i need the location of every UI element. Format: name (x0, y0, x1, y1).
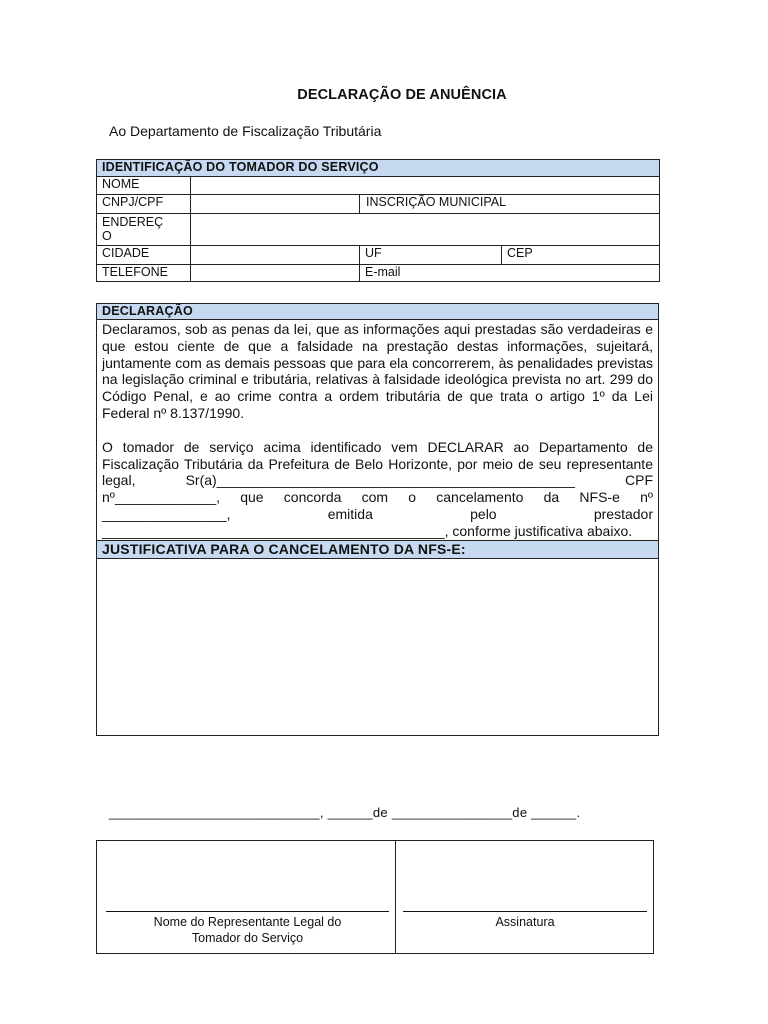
representative-label-line2: Tomador do Serviço (191, 931, 304, 945)
signature-box (96, 840, 654, 954)
declaration-paragraph-1: Declaramos, sob as penas da lei, que as informações aqui prestadas são verdadeiras e que estou ciente de que a falsidade na prestação destas informações, sujeitará, juntamente com as demais pessoas que para ela concorrerem, às penalidades previstas na legislação criminal e tributária, relativas à falsidade ideológica prevista no art. 299 do Código Penal, e ao crime contra a ordem tributária de que trata o artigo 1º da Lei Federal nº 8.137/1990. (102, 321, 653, 421)
declaration-header: DECLARAÇÃO (97, 304, 658, 320)
inscricao-municipal-text: INSCRIÇÃO MUNICIPAL (366, 195, 507, 209)
signature-label: Assinatura (495, 915, 555, 929)
addressee: Ao Departamento de Fiscalização Tributária (109, 123, 382, 139)
field-cidade[interactable] (191, 246, 360, 265)
label-nome: NOME (97, 177, 191, 195)
label-cep (502, 246, 660, 265)
declaration-body (97, 320, 658, 540)
email-text: E-mail (365, 265, 401, 279)
date-line: ____________________________, ______de ________________de ______. (109, 805, 581, 820)
representative-label-line1: Nome do Representante Legal do (153, 915, 342, 929)
signature-line[interactable] (403, 911, 647, 912)
justification-header: JUSTIFICATIVA PARA O CANCELAMENTO DA NFS-E: (97, 540, 658, 559)
label-uf (360, 246, 502, 265)
label-endereco (97, 214, 191, 246)
signature-divider (395, 841, 396, 953)
field-cnpj-cpf[interactable] (191, 195, 360, 214)
declaration-box (96, 303, 659, 736)
declaration-paragraph-2: O tomador de serviço acima identificado vem DECLARAR ao Departamento de Fiscalização Tributária da Prefeitura de Belo Horizonte, por meio de seu representante legal, Sr(a)______________________________________________ CPF nº_____________, que concorda com o cancelamento da NFS-e nº ________________, emitida pelo prestador ____________________________________________, conforme justificativa abaixo. (102, 438, 653, 539)
document-title: DECLARAÇÃO DE ANUÊNCIA (297, 87, 507, 103)
label-endereco-line2: O (102, 229, 112, 243)
cep-text: CEP (507, 246, 533, 260)
label-cnpj-cpf: CNPJ/CPF (97, 195, 191, 214)
identification-table (96, 159, 660, 282)
justification-field[interactable] (97, 559, 658, 735)
field-telefone[interactable] (191, 265, 360, 282)
field-endereco[interactable] (191, 214, 660, 246)
field-nome[interactable] (191, 177, 660, 195)
label-email (360, 265, 660, 282)
representative-signature-line[interactable] (106, 911, 389, 912)
identification-header: IDENTIFICAÇÃO DO TOMADOR DO SERVIÇO (97, 160, 660, 177)
uf-text: UF (365, 246, 382, 260)
label-endereco-line1: ENDEREÇ (102, 215, 164, 229)
label-inscricao-municipal (360, 195, 660, 214)
label-cidade: CIDADE (97, 246, 191, 265)
representative-label (106, 914, 389, 946)
label-telefone: TELEFONE (97, 265, 191, 282)
